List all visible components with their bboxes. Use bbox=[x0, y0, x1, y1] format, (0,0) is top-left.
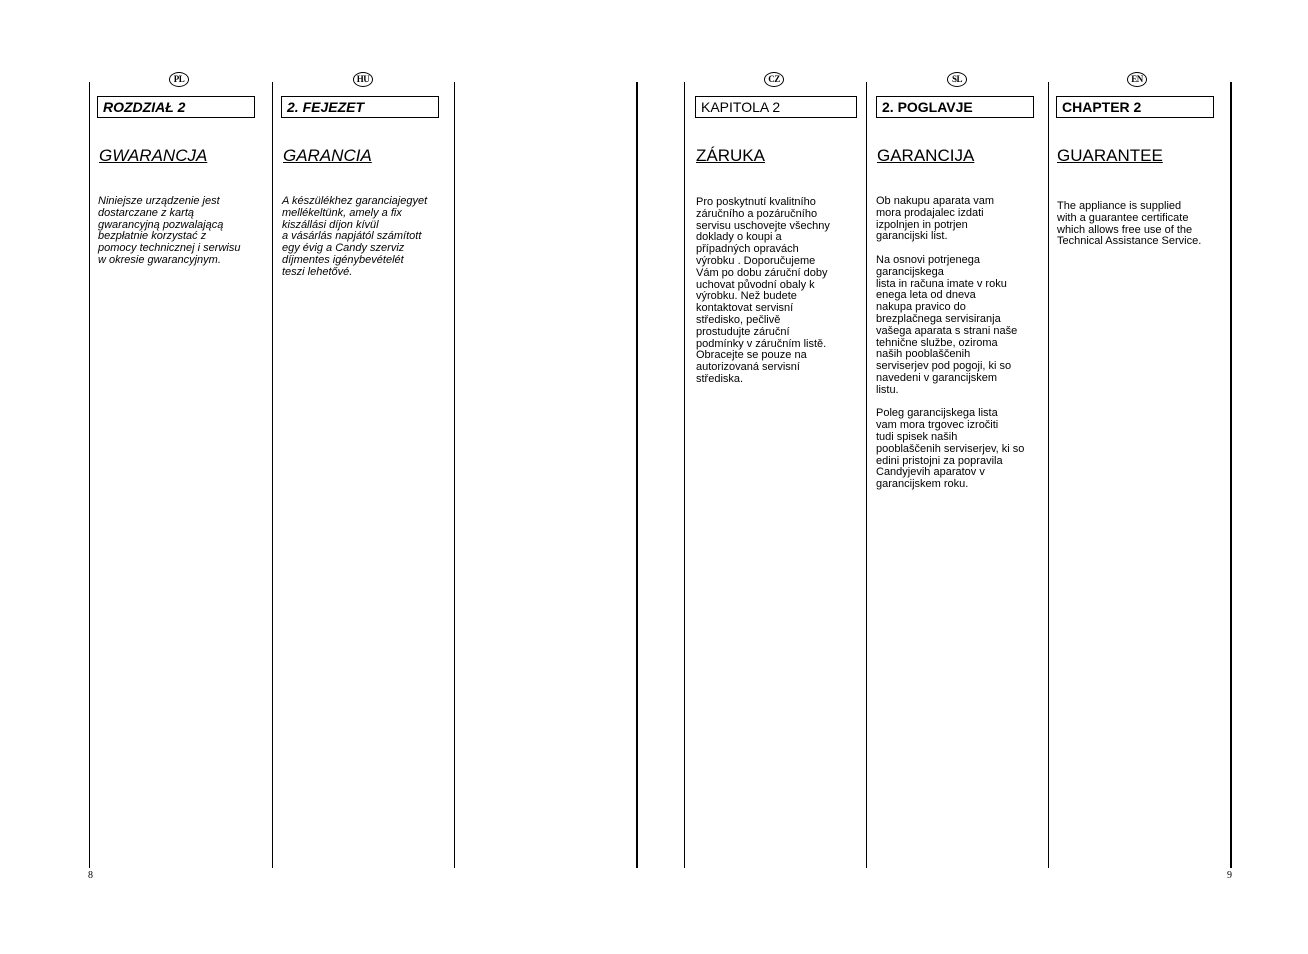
page-fold-rule bbox=[636, 82, 638, 868]
body-text-hu bbox=[282, 196, 450, 290]
body-text-sl bbox=[876, 196, 1044, 503]
body-text-pl bbox=[98, 196, 268, 279]
language-badge-cz: CZ bbox=[764, 72, 784, 87]
column-rule bbox=[454, 82, 455, 868]
column-rule bbox=[1230, 82, 1232, 868]
chapter-box-pl: ROZDZIAŁ 2 bbox=[97, 96, 255, 118]
column-rule bbox=[89, 82, 90, 868]
paragraph: Ob nakupu aparata vam mora prodajalec izdati izpolnjen in potrjen garancijski list. bbox=[876, 195, 995, 243]
body-text-cz bbox=[696, 197, 864, 398]
section-title-cz: ZÁRUKA bbox=[696, 146, 765, 165]
body-text-en bbox=[1057, 201, 1225, 260]
chapter-box-sl: 2. POGLAVJE bbox=[876, 96, 1034, 118]
column-rule bbox=[1048, 82, 1049, 868]
paragraph: A készülékhez garanciajegyet mellékeltünk, amely a fix kiszállási díjon kívül a vásárlás napjától számított egy évig a Candy szerviz díjmentes igénybevételét teszi lehetővé. bbox=[282, 195, 428, 278]
chapter-box-en: CHAPTER 2 bbox=[1056, 96, 1214, 118]
section-title-pl: GWARANCJA bbox=[99, 146, 208, 165]
language-badge-hu: HU bbox=[353, 72, 373, 87]
paragraph: Poleg garancijskega lista vam mora trgovec izročiti tudi spisek naših pooblaščenih serviserjev, ki so edini pristojni za popravila Candyjevih aparatov v garancijskem roku. bbox=[876, 407, 1025, 491]
section-title-en: GUARANTEE bbox=[1057, 146, 1163, 165]
page-number-right: 9 bbox=[1227, 870, 1232, 881]
language-badge-pl: PL bbox=[169, 72, 189, 87]
column-rule bbox=[866, 82, 867, 868]
column-rule bbox=[272, 82, 273, 868]
section-title-hu: GARANCIA bbox=[283, 146, 372, 165]
column-rule bbox=[684, 82, 685, 868]
page-number-left: 8 bbox=[88, 870, 93, 881]
paragraph: Niniejsze urządzenie jest dostarczane z kartą gwarancyjną pozwalającą bezpłatnie korzystać z pomocy technicznej i serwisu w okresie gwarancyjnym. bbox=[98, 195, 241, 266]
paragraph: Na osnovi potrjenega garancijskega lista in računa imate v roku enega leta od dneva nakupa pravico do brezplačnega servisiranja vašega aparata s strani naše tehnične službe, oziroma naših pooblaščenih serviserjev pod pogoji, ki so navedeni v garancijskem listu. bbox=[876, 253, 1018, 396]
language-badge-en: EN bbox=[1127, 72, 1147, 87]
section-title-sl: GARANCIJA bbox=[877, 146, 975, 165]
paragraph: The appliance is supplied with a guarantee certificate which allows free use of the Technical Assistance Service. bbox=[1057, 200, 1202, 248]
chapter-box-cz: KAPITOLA 2 bbox=[695, 96, 857, 118]
chapter-box-hu: 2. FEJEZET bbox=[281, 96, 439, 118]
language-badge-sl: SL bbox=[947, 72, 967, 87]
paragraph: Pro poskytnutí kvalitního záručního a pozáručního servisu uschovejte všechny doklady o koupi a případných opravách výrobku . Doporučujeme Vám po dobu záruční doby uchovat původní obaly k výrobku. Než budete kontaktovat servisní středisko, pečlivě prostudujte záruční podmínky v záručním listě. Obracejte se pouze na autorizovaná servisní střediska. bbox=[696, 196, 830, 385]
